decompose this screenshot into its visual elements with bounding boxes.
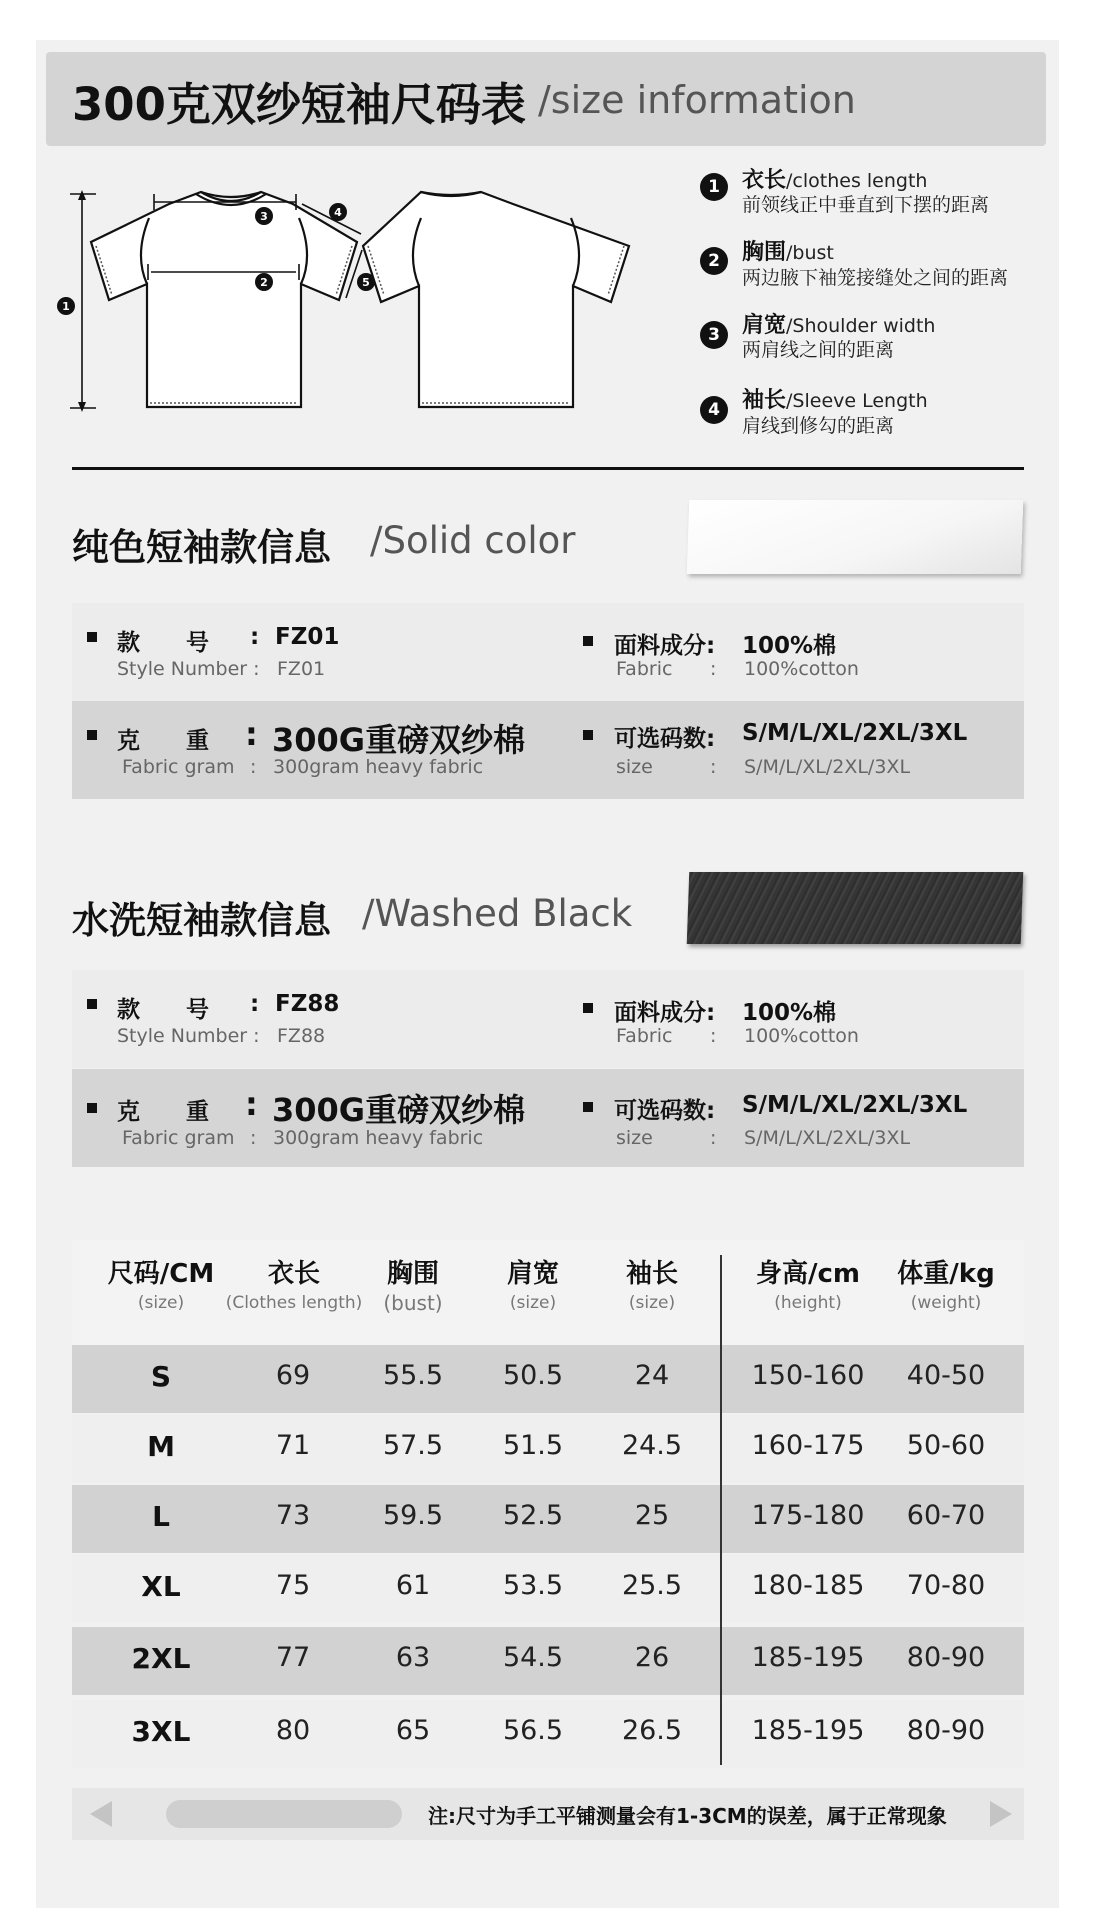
bullet-square (87, 632, 97, 642)
legend-marker-4: 4 (700, 396, 728, 424)
table-cell: 54.5 (502, 1642, 564, 1673)
svg-text:4: 4 (334, 206, 342, 219)
gram-label-en: Fabric gram (122, 1127, 235, 1149)
style-number-label: 款 号 (117, 630, 209, 656)
header-bust-en: (bust) (383, 1291, 443, 1315)
header-length: 衣长 (267, 1259, 320, 1289)
black-fabric-swatch (687, 872, 1024, 944)
table-cell-size: 2XL (131, 1642, 191, 1675)
table-cell: 80-90 (906, 1715, 986, 1746)
style-number-label: 款 号 (117, 997, 209, 1023)
legend-4-desc: 肩线到修勾的距离 (742, 415, 895, 437)
bullet-square (87, 999, 97, 1009)
table-cell-size: XL (141, 1570, 181, 1603)
page-title: 300克双纱短袖尺码表 (72, 78, 526, 131)
page-subtitle: /size information (538, 78, 856, 122)
legend-2-title: 胸围/bust (742, 240, 834, 265)
header-bust: 胸围 (386, 1259, 439, 1289)
table-cell: 70-80 (906, 1570, 986, 1601)
fabric-value: 100%棉 (742, 1000, 837, 1026)
style-number-label-en: Style Number : (117, 1025, 260, 1047)
white-fabric-swatch (687, 500, 1024, 574)
header-weight: 体重/kg (897, 1259, 995, 1289)
washed-info-row-2 (72, 1069, 1024, 1167)
gram-label-en: Fabric gram (122, 756, 235, 778)
style-number-value-en: FZ01 (277, 658, 326, 680)
bullet-square (583, 1102, 593, 1112)
header-shoulder-en: (size) (509, 1293, 557, 1313)
label-colon: : (710, 1025, 717, 1047)
fabric-label-en: Fabric (616, 658, 673, 680)
gram-value-en: 300gram heavy fabric (273, 1127, 484, 1149)
size-value: S/M/L/XL/2XL/3XL (742, 1092, 968, 1118)
table-cell: 180-185 (751, 1570, 865, 1601)
style-number-value-en: FZ88 (277, 1025, 326, 1047)
legend-2-desc: 两边腋下袖笼接缝处之间的距离 (742, 267, 1009, 289)
svg-text:2: 2 (260, 276, 268, 289)
legend-1-desc: 前领线正中垂直到下摆的距离 (742, 194, 990, 216)
gram-label: 克 重 (117, 1099, 209, 1125)
size-value: S/M/L/XL/2XL/3XL (742, 720, 968, 746)
legend-4-title: 袖长/Sleeve Length (742, 388, 928, 413)
label-colon: : (245, 715, 258, 753)
bullet-square (87, 730, 97, 740)
size-label-en: size (616, 1127, 653, 1149)
legend-3-title: 肩宽/Shoulder width (742, 313, 936, 338)
table-cell: 185-195 (751, 1715, 865, 1746)
table-cell-size: 3XL (131, 1715, 191, 1748)
solid-section-title: 纯色短袖款信息 (72, 526, 331, 569)
table-cell: 77 (275, 1642, 311, 1673)
svg-text:3: 3 (260, 210, 268, 223)
header-height: 身高/cm (755, 1259, 860, 1289)
table-cell: 25.5 (621, 1570, 683, 1601)
table-cell: 52.5 (502, 1500, 564, 1531)
table-cell: 26.5 (621, 1715, 683, 1746)
bullet-square (583, 730, 593, 740)
table-cell-size: L (152, 1500, 170, 1533)
label-colon: : (245, 1085, 258, 1123)
table-cell: 65 (395, 1715, 431, 1746)
table-cell: 61 (395, 1570, 431, 1601)
fabric-value: 100%棉 (742, 633, 837, 659)
table-cell-size: M (147, 1430, 175, 1463)
style-number-value: FZ88 (275, 991, 340, 1017)
gram-value: 300G重磅双纱棉 (272, 721, 526, 759)
bullet-square (583, 1003, 593, 1013)
table-cell: 50-60 (906, 1430, 986, 1461)
label-colon: : (710, 1127, 717, 1149)
table-cell: 56.5 (502, 1715, 564, 1746)
label-colon: : (250, 1127, 257, 1149)
header-sleeve-en: (size) (628, 1293, 676, 1313)
header-sleeve: 袖长 (625, 1259, 678, 1289)
size-value-en: S/M/L/XL/2XL/3XL (744, 756, 911, 778)
gram-value-en: 300gram heavy fabric (273, 756, 484, 778)
solid-info-row-2 (72, 701, 1024, 799)
table-cell: 150-160 (751, 1360, 865, 1391)
table-cell: 63 (395, 1642, 431, 1673)
table-cell: 26 (634, 1642, 670, 1673)
scroll-left-arrow-icon[interactable] (90, 1801, 112, 1827)
size-label: 可选码数: (614, 726, 716, 752)
header-weight-en: (weight) (910, 1293, 982, 1313)
table-cell: 71 (275, 1430, 311, 1461)
label-colon: : (710, 756, 717, 778)
tshirt-back-icon (363, 192, 629, 407)
table-cell: 69 (275, 1360, 311, 1391)
size-label-en: size (616, 756, 653, 778)
table-cell: 185-195 (751, 1642, 865, 1673)
scroll-right-arrow-icon[interactable] (990, 1801, 1012, 1827)
style-number-label-en: Style Number : (117, 658, 260, 680)
legend-1-title: 衣长/clothes length (742, 168, 928, 193)
legend-marker-3: 3 (700, 321, 728, 349)
gram-label: 克 重 (117, 728, 209, 754)
table-cell: 57.5 (382, 1430, 444, 1461)
size-label: 可选码数: (614, 1098, 716, 1124)
table-cell: 24 (634, 1360, 670, 1391)
table-cell: 59.5 (382, 1500, 444, 1531)
measurement-note: 注:尺寸为手工平铺测量会有1-3CM的误差，属于正常现象 (428, 1804, 947, 1828)
fabric-label-en: Fabric (616, 1025, 673, 1047)
table-cell-size: S (150, 1360, 172, 1393)
table-cell: 175-180 (751, 1500, 865, 1531)
style-number-value: FZ01 (275, 624, 340, 650)
table-cell: 51.5 (502, 1430, 564, 1461)
header-height-en: (height) (774, 1293, 842, 1313)
section-divider (72, 467, 1024, 470)
table-cell: 60-70 (906, 1500, 986, 1531)
svg-text:5: 5 (362, 276, 370, 289)
table-cell: 50.5 (502, 1360, 564, 1391)
table-cell: 80 (275, 1715, 311, 1746)
washed-section-subtitle: /Washed Black (362, 892, 633, 935)
svg-text:1: 1 (62, 300, 70, 313)
table-cell: 40-50 (906, 1360, 986, 1391)
solid-info-row-1 (72, 603, 1024, 701)
legend-marker-2: 2 (700, 247, 728, 275)
washed-info-row-1 (72, 970, 1024, 1068)
bullet-square (583, 636, 593, 646)
table-cell: 73 (275, 1500, 311, 1531)
table-cell: 160-175 (751, 1430, 865, 1461)
size-value-en: S/M/L/XL/2XL/3XL (744, 1127, 911, 1149)
header-size: 尺码/CM (107, 1259, 215, 1289)
table-cell: 53.5 (502, 1570, 564, 1601)
bullet-square (87, 1103, 97, 1113)
washed-section-title: 水洗短袖款信息 (72, 899, 331, 942)
table-cell: 55.5 (382, 1360, 444, 1391)
tshirt-front-icon (91, 192, 357, 407)
fabric-value-en: 100%cotton (744, 658, 859, 680)
legend-3-desc: 两肩线之间的距离 (742, 339, 895, 361)
solid-section-subtitle: /Solid color (370, 519, 576, 562)
fabric-label: 面料成分: (614, 633, 716, 659)
label-colon: : (250, 624, 260, 650)
header-size-en: (size) (137, 1293, 185, 1313)
table-column-divider (720, 1255, 722, 1765)
table-cell: 24.5 (621, 1430, 683, 1461)
gram-value: 300G重磅双纱棉 (272, 1091, 526, 1129)
label-colon: : (250, 991, 260, 1017)
label-colon: : (710, 658, 717, 680)
label-colon: : (250, 756, 257, 778)
table-cell: 75 (275, 1570, 311, 1601)
table-cell: 25 (634, 1500, 670, 1531)
tshirt-diagram (56, 180, 676, 420)
header-length-en: (Clothes length) (225, 1293, 363, 1313)
table-cell: 80-90 (906, 1642, 986, 1673)
scrollbar-thumb[interactable] (166, 1800, 402, 1828)
fabric-label: 面料成分: (614, 1000, 716, 1026)
header-shoulder: 肩宽 (506, 1259, 559, 1289)
fabric-value-en: 100%cotton (744, 1025, 859, 1047)
legend-marker-1: 1 (700, 173, 728, 201)
